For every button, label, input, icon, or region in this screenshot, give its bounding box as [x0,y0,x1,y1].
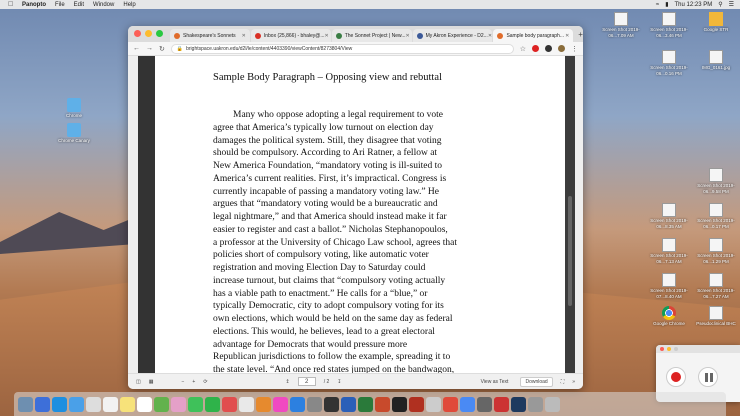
recorder-titlebar [656,345,740,353]
word-icon[interactable] [341,397,356,412]
screenshot-thumbnail-icon [662,203,676,217]
close-tab-icon[interactable]: ✕ [324,32,329,39]
calendar-icon[interactable] [103,397,118,412]
siri-icon[interactable] [35,397,50,412]
reload-icon[interactable]: ↻ [159,45,165,53]
browser-window [128,26,583,389]
document-line: legal nightmare,” and that America should instead make it far [213,212,447,222]
screenshot-thumbnail-icon [662,50,676,64]
image-thumbnail-icon [709,50,723,64]
screenshot-thumbnail-icon [709,203,723,217]
wifi-icon[interactable]: ≈ [655,1,660,8]
document-line: easier to register and cast a ballot.” Nicholas Stephanopoulos, [213,224,448,235]
pdf-file-icon [709,306,723,320]
document-scrollbar[interactable] [565,56,575,373]
view-as-text-button[interactable]: View as Text [480,378,509,385]
desktop-icon-screenshot[interactable]: Screen Shot 2019-06...7.09 AM [597,12,645,38]
document-line: policies short of compulsory voting, like automatic voter [213,250,429,261]
screenshot-thumbnail-icon [709,168,723,182]
menu-app-name[interactable]: Panopto [22,1,46,8]
chrome-canary-folder-icon [67,123,81,137]
address-bar[interactable] [171,44,514,54]
download-button[interactable]: Download [520,377,552,387]
desktop-icon-image[interactable]: IMG_0161.jpg [692,50,740,71]
viewer-left-gutter [138,56,155,373]
chrome-folder-icon [67,98,81,112]
terminal-icon[interactable] [392,397,407,412]
desktop-icon-chrome-canary[interactable]: Chrome Canary [50,123,98,144]
close-tab-icon[interactable]: ✕ [487,32,493,39]
url-text: brightspace.uakron.edu/d2l/le/content/4403390/viewContent/8273804/View [186,45,353,52]
gmail-favicon [255,33,261,39]
desktop-icon-google-chrome[interactable]: Google Chrome [645,306,693,327]
expand-icon[interactable]: » [572,378,575,385]
desktop-icon-screenshot[interactable]: Screen Shot 2019-06...7.13 AM [645,238,693,264]
tab-strip [128,26,583,42]
lock-icon: 🔒 [176,45,184,52]
pan-up-icon[interactable]: ↥ [285,378,290,385]
menu-clock[interactable]: Thu 12:23 PM [674,1,713,8]
desktop-icon-screenshot[interactable]: Screen Shot 2019-06...0.16 PM [645,50,693,76]
screenshot-thumbnail-icon [662,273,676,287]
desktop-icon-screenshot[interactable]: Screen Shot 2019-06...8.35 AM [645,203,693,229]
document-line: advantage for Democrats that would pressure more [213,339,408,350]
desktop-icon-pdf[interactable]: Pseudoclinical BHC [692,306,740,327]
document-line: own elections, which would be held on the same day as federal [213,314,453,324]
reminders-icon[interactable] [137,397,152,412]
mail-icon[interactable] [69,397,84,412]
preview-icon[interactable] [239,397,254,412]
powerpoint-icon[interactable] [375,397,390,412]
back-icon[interactable]: ← [133,45,140,52]
minimize-window-icon[interactable] [145,30,152,37]
chrome-app-icon [662,306,676,320]
desktop-icon-chrome[interactable]: Chrome [50,98,98,119]
screenshot-thumbnail-icon [709,238,723,252]
pan-down-icon[interactable]: ↧ [337,378,342,385]
document-line: increase turnout, but claims that “compulsory voting actually [213,275,446,286]
apple-icon[interactable] [8,1,14,8]
scrollbar-thumb[interactable] [568,196,572,306]
sidebar-toggle-icon[interactable]: ◫ [136,378,141,385]
zoom-in-icon[interactable]: + [192,378,196,385]
page-number-input[interactable]: 2 [298,377,316,386]
desktop-icon-screenshot[interactable]: Screen Shot 2019-06...1.29 PM [692,238,740,264]
record-button[interactable] [666,367,686,387]
desktop-icon-sketch[interactable]: Google STR [692,12,740,33]
thumbnail-view-icon[interactable]: ▦ [148,378,154,385]
tab-favicon [417,33,423,39]
document-line: argues that “mandatory voting would be a bureaucratic and [213,199,438,210]
document-line: has a viable path to enactment.” He calls for a “blue,” or [213,288,428,299]
excel-icon[interactable] [358,397,373,412]
sketch-file-icon [709,12,723,26]
rotate-icon[interactable]: ⟳ [203,378,208,385]
desktop-icon-screenshot[interactable]: Screen Shot 2019-06...0.17 PM [692,203,740,229]
tab-favicon [174,33,180,39]
maps-icon[interactable] [154,397,169,412]
app-store-icon[interactable] [290,397,305,412]
fullscreen-icon[interactable]: ⛶ [560,378,565,385]
textedit-icon[interactable] [426,397,441,412]
bookmark-star-icon[interactable]: ☆ [519,45,526,53]
extension-icon[interactable] [532,45,539,52]
screenshot-thumbnail-icon [662,12,676,26]
document-line: America’s current realities. First, it’s impractical. Congress is [213,173,447,184]
menu-list-icon[interactable]: ☰ [728,2,734,8]
document-line: should be compulsory. According to Ari Ratner, a fellow at [213,148,438,159]
menu-help[interactable]: Help [123,1,136,8]
menu-window[interactable]: Window [93,1,115,8]
tab-akron-experience[interactable]: My Akron Experience - D2... ✕ [413,29,493,42]
contacts-icon[interactable] [86,397,101,412]
more-menu-icon[interactable]: ⋮ [571,45,578,53]
recorder-zoom-icon[interactable] [674,347,678,351]
document-line: a professor at the University of Chicago Law school, agrees that [213,237,458,248]
battery-icon[interactable]: ▮ [665,2,669,8]
browser-toolbar [128,42,583,56]
document-line: New America Foundation, “mandatory voting is ill-suited to [213,161,443,171]
recorder-close-icon[interactable] [660,347,664,351]
camera-icon[interactable] [324,397,339,412]
zoom-out-icon[interactable]: − [181,378,185,385]
tab-favicon [497,33,503,39]
screenshot-thumbnail-icon [614,12,628,26]
menu-bar [0,0,740,9]
document-line: currently incapable of passing a mandatory voting law.” He [213,186,439,197]
messages-icon[interactable] [188,397,203,412]
document-title: Sample Body Paragraph – Opposing view and rebuttal [213,72,442,83]
itunes-icon[interactable] [273,397,288,412]
extension-icon[interactable] [545,45,552,52]
close-tab-icon[interactable]: ✕ [241,32,246,39]
trash-icon[interactable] [545,397,560,412]
document-page [155,56,565,373]
close-window-icon[interactable] [134,30,141,37]
document-line: the state level. “And once red states jumped on the bandwagon, [213,365,455,373]
document-body [213,109,503,373]
forward-icon[interactable]: → [146,45,153,52]
dock [14,392,726,416]
facetime-icon[interactable] [205,397,220,412]
tab-shakespeare[interactable]: Shakespeare's Sonnets ✕ [170,29,250,42]
document-line: Many who oppose adopting a legal requirement to vote [233,110,444,120]
tab-sonnet-project[interactable]: The Sonnet Project | New... ✕ [332,29,412,42]
page-total: / 2 [323,378,330,385]
close-tab-icon[interactable]: ✕ [405,32,410,39]
profile-avatar[interactable] [558,45,565,52]
tab-inbox[interactable]: Inbox (25,866) - bhaley@... ✕ [251,29,331,42]
desktop-icon-screenshot[interactable]: Screen Shot 2019-06...9.58 PM [692,168,740,194]
pause-button[interactable] [698,367,718,387]
document-line: damages the political system. Still, they disagree that voting [213,135,442,146]
document-line: registration and moving Election Day to Saturday could [213,263,426,273]
zoom-app-icon[interactable] [511,397,526,412]
recorder-minimize-icon[interactable] [667,347,671,351]
chrome-dock-icon[interactable] [460,397,475,412]
close-tab-icon[interactable]: ✕ [565,32,570,39]
menu-edit[interactable]: Edit [73,1,85,8]
photos-icon[interactable] [171,397,186,412]
screenshot-icon[interactable] [477,397,492,412]
document-line: Republican jurisdictions to follow the example, spreading it to [213,352,451,363]
search-icon[interactable]: ⚲ [718,2,723,8]
pdf-toolbar [128,373,583,389]
system-preferences-icon[interactable] [307,397,322,412]
zoom-window-icon[interactable] [156,30,163,37]
notes-icon[interactable] [120,397,135,412]
pages-icon[interactable] [256,397,271,412]
pdf-reader-icon[interactable] [443,397,458,412]
tab-sample-body-paragraph[interactable]: Sample body paragraph... ✕ [493,29,573,42]
screenshot-thumbnail-icon [709,273,723,287]
menu-file[interactable]: File [55,1,65,8]
acrobat-icon[interactable] [409,397,424,412]
screenshot-thumbnail-icon [662,238,676,252]
desktop-icon-screenshot[interactable]: Screen Shot 2019-06...3.46 PM [645,12,693,38]
document-line: elections. This would, he believes, lead to a great electoral [213,326,435,337]
finder-icon[interactable] [18,397,33,412]
tab-favicon [336,33,342,39]
desktop-icon-screenshot[interactable]: Screen Shot 2019-07...8.40 AM [645,273,693,299]
document-line: agree that America’s typically low turnout on election day [213,122,434,133]
desktop-icon-screenshot[interactable]: Screen Shot 2019-06...7.27 AM [692,273,740,299]
panopto-dock-icon[interactable] [494,397,509,412]
document-line: typically Democratic, city to adopt compulsory voting for its [213,301,444,312]
window-controls [134,30,163,37]
no-entry-icon[interactable] [222,397,237,412]
new-tab-button[interactable]: + [578,30,583,39]
downloads-folder-icon[interactable] [528,397,543,412]
safari-icon[interactable] [52,397,67,412]
pdf-viewer [128,56,583,373]
